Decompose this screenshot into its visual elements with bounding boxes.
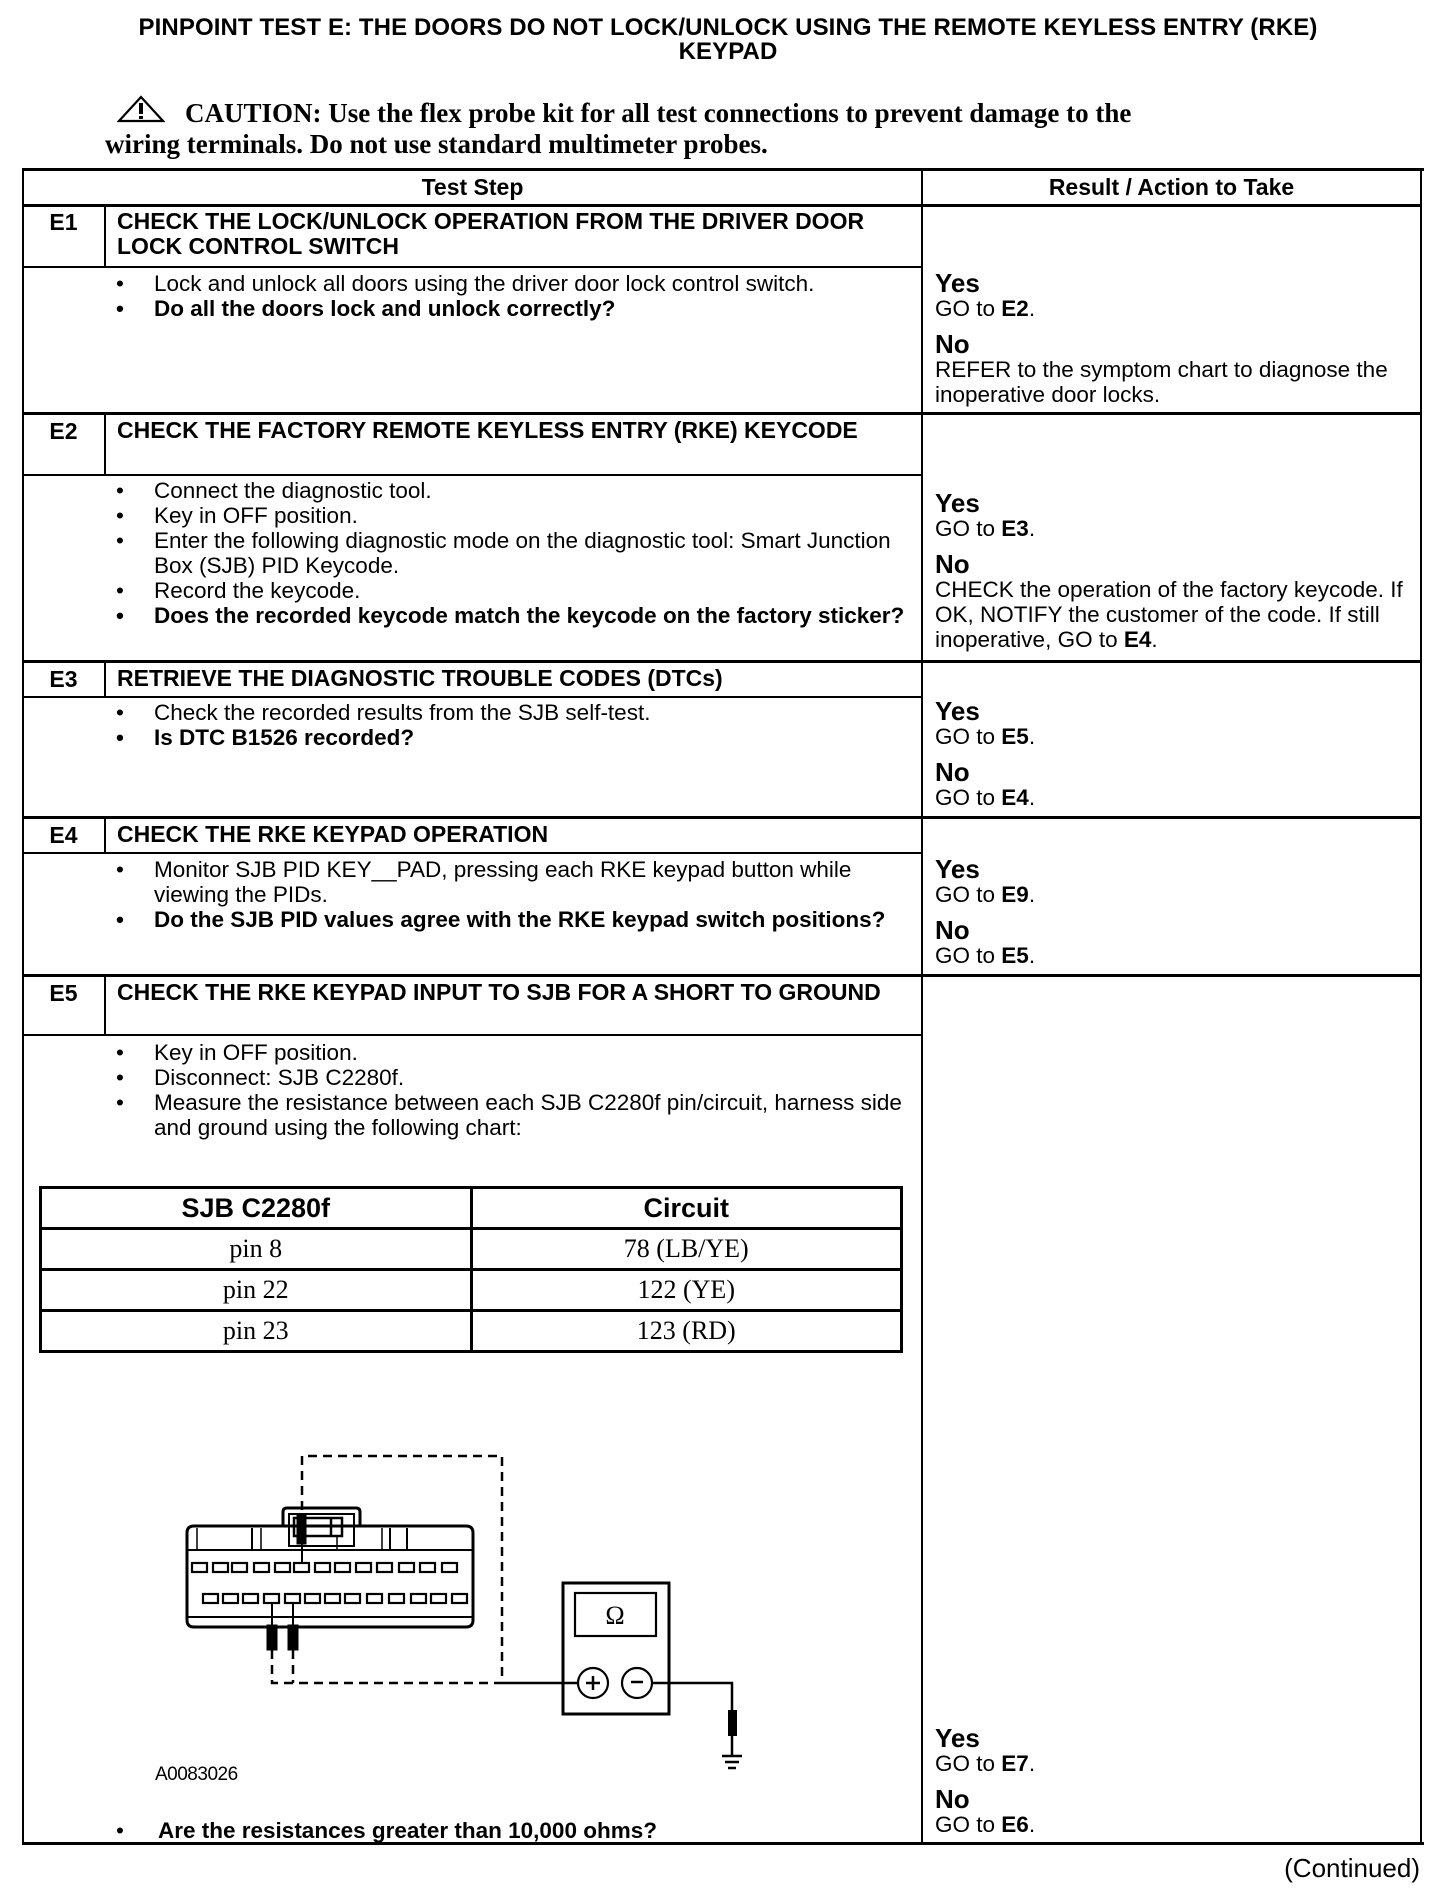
circuit-cell: 122 (YE) (471, 1270, 902, 1311)
yes-label: Yes (935, 488, 980, 518)
instruction-item: • Enter the following diagnostic mode on the diagnostic tool: Smart Junction Box (SJB) PID Keycode. (112, 528, 912, 578)
ground-icon (722, 1756, 742, 1768)
yes-action: GO to E3. (935, 516, 1036, 541)
instruction-question: • Does the recorded keycode match the keycode on the factory sticker? (112, 603, 912, 628)
step-id: E2 (49, 418, 78, 444)
no-action: GO to E6. (935, 1812, 1036, 1837)
goto-link[interactable]: E2 (1001, 296, 1029, 321)
instruction-question: • Are the resistances greater than 10,000 ohms? (116, 1818, 657, 1843)
step-title: RETRIEVE THE DIAGNOSTIC TROUBLE CODES (DTCs) (117, 665, 723, 691)
instruction-item: • Key in OFF position. (112, 1040, 912, 1065)
step-id: E5 (49, 980, 78, 1006)
no-action-text: GO to (935, 1812, 1002, 1837)
yes-label: Yes (935, 854, 980, 884)
step-title: CHECK THE FACTORY REMOTE KEYLESS ENTRY (RKE) KEYCODE (117, 417, 858, 443)
no-action-text: CHECK the operation of the factory keycode. If OK, NOTIFY the customer of the code. If still inoperative, GO to (935, 577, 1403, 652)
instruction-item: • Connect the diagnostic tool. (112, 478, 912, 503)
instruction-item: • Lock and unlock all doors using the driver door lock control switch. (112, 271, 912, 296)
connector-icon (187, 1508, 473, 1627)
pin-chart-header: SJB C2280f (41, 1188, 472, 1229)
no-action-text: GO to (935, 943, 1002, 968)
no-action: GO to E4. (935, 785, 1036, 810)
circuit-cell: 123 (RD) (471, 1311, 902, 1352)
header-result: Result / Action to Take (1048, 174, 1295, 200)
instruction-item: • Check the recorded results from the SJB self-test. (112, 700, 912, 725)
no-action: GO to E5. (935, 943, 1036, 968)
instruction-item: • Key in OFF position. (112, 503, 912, 528)
continued-note: (Continued) (1284, 1853, 1420, 1883)
goto-link[interactable]: E3 (1001, 516, 1029, 541)
probe-icon (267, 1514, 306, 1650)
step-id: E4 (49, 822, 78, 848)
instruction-item: • Record the keycode. (112, 578, 912, 603)
page-title-line2: KEYPAD (678, 38, 778, 65)
caution-line1: CAUTION: Use the flex probe kit for all test connections to prevent damage to the (185, 98, 1132, 128)
goto-link[interactable]: E9 (1001, 882, 1029, 907)
pin-chart-header: Circuit (471, 1188, 902, 1229)
step-title: CHECK THE RKE KEYPAD INPUT TO SJB FOR A SHORT TO GROUND (117, 979, 881, 1005)
yes-label: Yes (935, 696, 980, 726)
ground-probe-icon (728, 1710, 737, 1736)
page-title-line1: PINPOINT TEST E: THE DOORS DO NOT LOCK/UNLOCK USING THE REMOTE KEYLESS ENTRY (RKE) (138, 14, 1318, 41)
caution-line2: wiring terminals. Do not use standard multimeter probes. (105, 129, 768, 159)
goto-link[interactable]: E4 (1123, 627, 1152, 652)
instruction-item: • Monitor SJB PID KEY__PAD, pressing each RKE keypad button while viewing the PIDs. (112, 857, 912, 907)
goto-link[interactable]: E6 (1001, 1812, 1029, 1837)
instruction-question: • Do the SJB PID values agree with the RKE keypad switch positions? (112, 907, 912, 932)
yes-action: GO to E7. (935, 1751, 1036, 1776)
step-id: E1 (49, 209, 78, 235)
instruction-question: • Do all the doors lock and unlock correctly? (112, 296, 912, 321)
test-lead-wires (272, 1456, 502, 1683)
no-label: No (935, 549, 970, 579)
goto-link[interactable]: E7 (1001, 1751, 1029, 1776)
no-label: No (935, 757, 970, 787)
ohm-symbol: Ω (605, 1601, 625, 1630)
goto-link[interactable]: E5 (1001, 943, 1029, 968)
figure-label: A0083026 (155, 1764, 238, 1785)
yes-action-text: GO to (935, 724, 1002, 749)
yes-action: GO to E9. (935, 882, 1036, 907)
pin-cell: pin 22 (41, 1270, 472, 1311)
goto-link[interactable]: E4 (1001, 785, 1029, 810)
no-label: No (935, 329, 970, 359)
final-question-text: Are the resistances greater than 10,000 ohms? (158, 1818, 657, 1843)
yes-action-text: GO to (935, 516, 1002, 541)
yes-action-text: GO to (935, 1751, 1002, 1776)
yes-action-text: GO to (935, 296, 1002, 321)
goto-link[interactable]: E5 (1001, 724, 1029, 749)
no-action-text: GO to (935, 785, 1002, 810)
header-test-step: Test Step (421, 174, 524, 200)
yes-action: GO to E2. (935, 296, 1036, 321)
step-result (935, 1725, 1415, 1837)
circuit-cell: 78 (LB/YE) (471, 1229, 902, 1270)
no-label: No (935, 915, 970, 945)
pin-cell: pin 8 (41, 1229, 472, 1270)
yes-label: Yes (935, 268, 980, 298)
step-title: CHECK THE RKE KEYPAD OPERATION (117, 821, 549, 847)
no-action: REFER to the symptom chart to diagnose the inoperative door locks. (935, 357, 1388, 407)
yes-action: GO to E5. (935, 724, 1036, 749)
no-action: CHECK the operation of the factory keycode. If OK, NOTIFY the customer of the code. If still inoperative, GO to E4. (935, 577, 1403, 652)
step-title: CHECK THE LOCK/UNLOCK OPERATION FROM THE DRIVER DOOR LOCK CONTROL SWITCH (117, 208, 865, 259)
step-id: E3 (49, 666, 78, 692)
yes-action-text: GO to (935, 882, 1002, 907)
no-label: No (935, 1784, 970, 1814)
instruction-question: • Is DTC B1526 recorded? (112, 725, 912, 750)
instruction-item: • Disconnect: SJB C2280f. (112, 1065, 912, 1090)
yes-label: Yes (935, 1723, 980, 1753)
pin-cell: pin 23 (41, 1311, 472, 1352)
instruction-item: • Measure the resistance between each SJB C2280f pin/circuit, harness side and ground using the following chart: (112, 1090, 912, 1140)
